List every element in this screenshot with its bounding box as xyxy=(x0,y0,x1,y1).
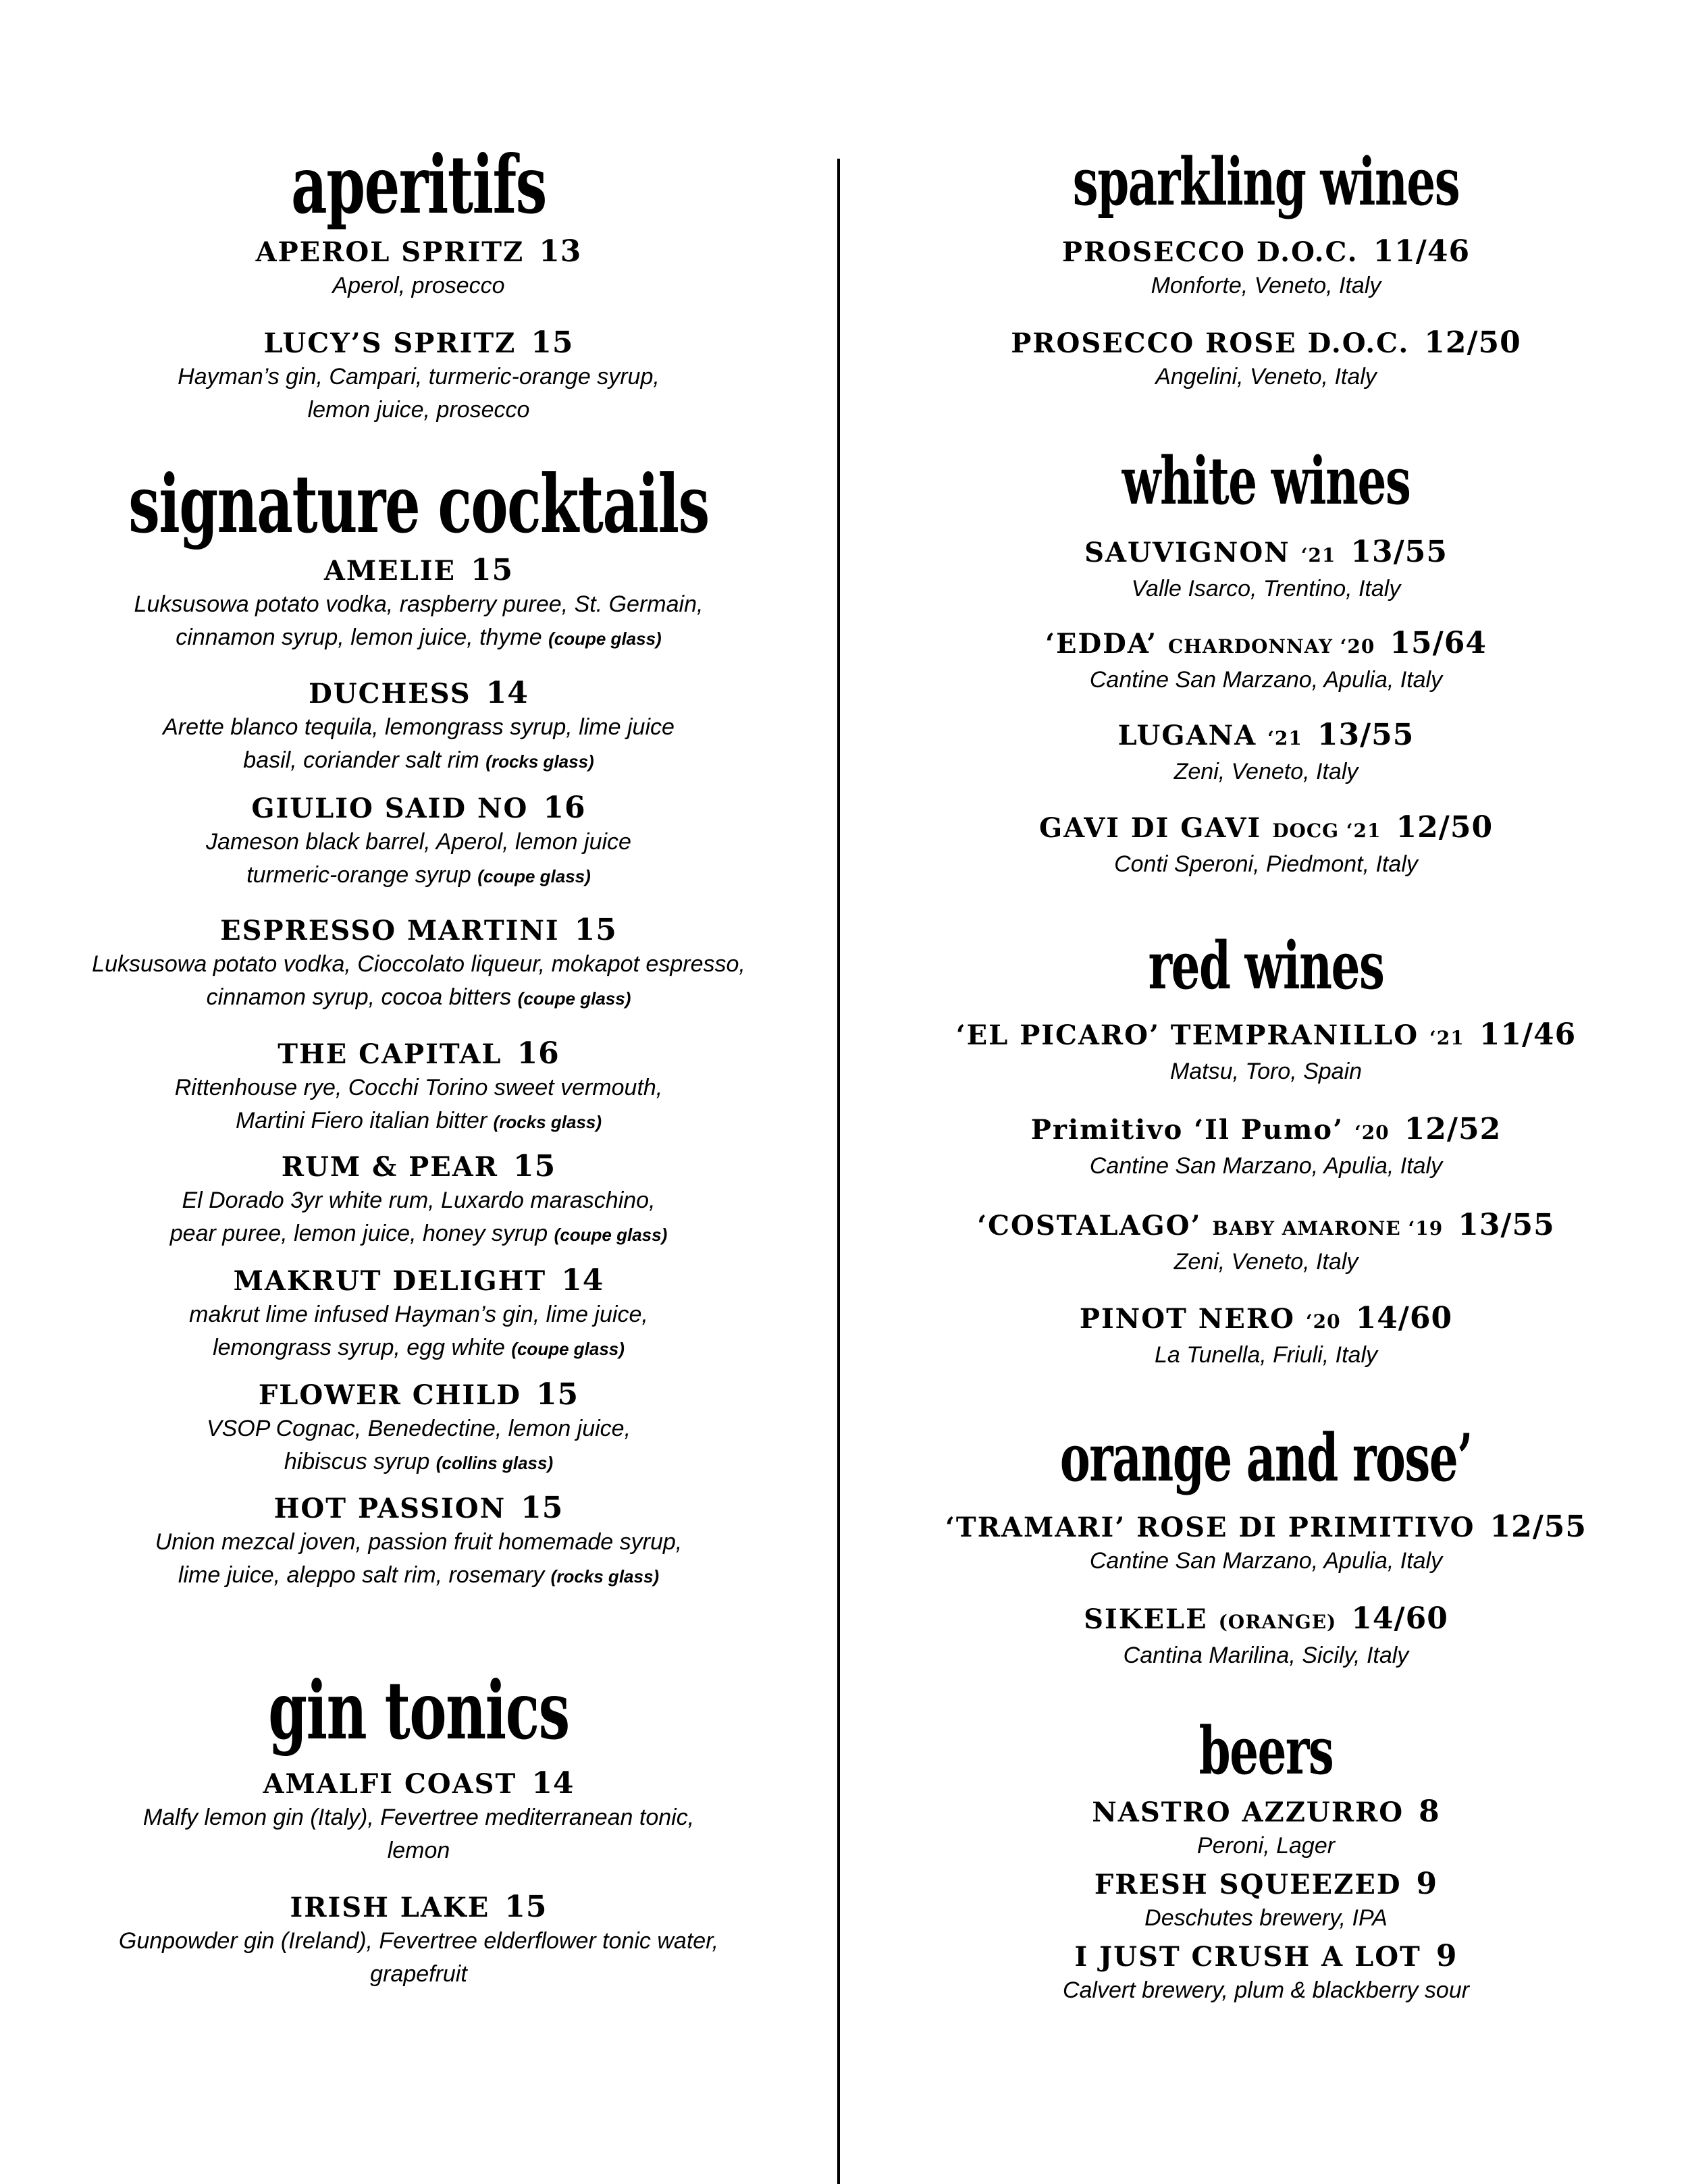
item-glass: (coupe glass) xyxy=(548,629,662,649)
item-desc: hibiscus syrup xyxy=(284,1449,430,1474)
item-name: SAUVIGNON xyxy=(1084,537,1290,568)
item-price: 16 xyxy=(517,1036,560,1071)
item-name: THE CAPITAL xyxy=(278,1038,502,1070)
item-style: (ORANGE) xyxy=(1218,1611,1337,1633)
menu-item xyxy=(844,718,1688,789)
menu-item xyxy=(844,1302,1688,1372)
item-desc: Luksusowa potato vodka, Cioccolato liqueur, mokapot espresso, xyxy=(92,951,745,977)
item-vintage: ‘21 xyxy=(1267,727,1302,749)
item-name: I JUST CRUSH A LOT xyxy=(1074,1941,1421,1973)
item-price: 15 xyxy=(574,913,617,947)
item-name: ‘EDDA’ xyxy=(1045,628,1158,660)
item-desc: Peroni, Lager xyxy=(1196,1833,1336,1859)
menu-item xyxy=(0,1378,837,1480)
item-desc: Rittenhouse rye, Cocchi Torino sweet vermouth, xyxy=(174,1075,663,1100)
item-glass: (coupe glass) xyxy=(517,988,631,1009)
menu-item xyxy=(844,1795,1688,1863)
menu-item xyxy=(844,1510,1688,1578)
item-price: 9 xyxy=(1435,1939,1458,1973)
section-title: orange and rose’ xyxy=(1059,1420,1473,1496)
menu-item xyxy=(0,1037,837,1139)
item-desc: Malfy lemon gin (Italy), Fevertree mediterranean tonic, xyxy=(142,1805,695,1830)
item-desc: basil, coriander salt rim xyxy=(243,747,479,773)
item-price: 15 xyxy=(470,553,514,587)
item-price: 14 xyxy=(531,1766,575,1801)
item-price: 15 xyxy=(504,1890,548,1924)
item-price: 13/55 xyxy=(1350,535,1448,569)
item-desc: Cantina Marilina, Sicily, Italy xyxy=(1123,1643,1409,1668)
menu-item xyxy=(0,326,837,427)
item-name: DUCHESS xyxy=(309,678,471,710)
menu-item xyxy=(844,326,1688,394)
item-name: AMALFI COAST xyxy=(263,1768,517,1800)
item-name: Primitivo ‘Il Pumo’ xyxy=(1030,1114,1344,1146)
item-desc: Matsu, Toro, Spain xyxy=(1169,1059,1363,1084)
item-name: SIKELE xyxy=(1084,1603,1208,1635)
item-glass: (rocks glass) xyxy=(493,1112,602,1132)
item-name: GIULIO SAID NO xyxy=(251,793,529,824)
item-name: NASTRO AZZURRO xyxy=(1092,1796,1404,1828)
item-price: 12/50 xyxy=(1424,325,1521,360)
menu-item xyxy=(0,554,837,656)
item-desc: Deschutes brewery, IPA xyxy=(1144,1905,1388,1931)
menu-item xyxy=(844,535,1688,606)
item-price: 15/64 xyxy=(1390,626,1487,660)
section-title: red wines xyxy=(1148,928,1384,1004)
section-signature-cocktails xyxy=(0,457,837,551)
item-desc: Luksusowa potato vodka, raspberry puree, St. Germain, xyxy=(134,591,704,617)
item-desc: Cantine San Marzano, Apulia, Italy xyxy=(1089,667,1443,693)
item-price: 13 xyxy=(539,234,582,269)
item-name: ‘TRAMARI’ ROSE DI PRIMITIVO xyxy=(945,1512,1475,1543)
item-price: 12/50 xyxy=(1396,810,1494,845)
item-vintage: CHARDONNAY ‘20 xyxy=(1168,635,1375,658)
item-vintage: ‘21 xyxy=(1429,1027,1465,1049)
item-name: FLOWER CHILD xyxy=(258,1379,521,1411)
item-desc: Zeni, Veneto, Italy xyxy=(1173,1249,1359,1275)
item-desc: cinnamon syrup, cocoa bitters xyxy=(206,984,512,1010)
section-title: white wines xyxy=(1122,443,1410,519)
section-title: beers xyxy=(1198,1713,1334,1789)
item-name: FRESH SQUEEZED xyxy=(1094,1869,1402,1900)
menu-item xyxy=(844,1940,1688,2007)
item-desc: grapefruit xyxy=(370,1961,467,1987)
item-price: 13/55 xyxy=(1458,1208,1555,1242)
item-price: 9 xyxy=(1416,1867,1438,1901)
item-desc: lime juice, aleppo salt rim, rosemary xyxy=(178,1562,545,1588)
section-title: signature cocktails xyxy=(128,457,709,551)
item-name: PROSECCO D.O.C. xyxy=(1061,236,1359,268)
item-desc: Arette blanco tequila, lemongrass syrup, lime juice xyxy=(163,714,675,740)
item-price: 14 xyxy=(561,1263,604,1298)
item-price: 12/52 xyxy=(1404,1112,1502,1146)
item-desc: Aperol, prosecco xyxy=(332,273,505,298)
item-vintage: BABY AMARONE ‘19 xyxy=(1212,1217,1444,1240)
item-price: 15 xyxy=(512,1149,556,1183)
item-glass: (rocks glass) xyxy=(550,1566,660,1587)
item-price: 15 xyxy=(521,1491,564,1525)
item-desc: Angelini, Veneto, Italy xyxy=(1155,364,1377,390)
item-name: IRISH LAKE xyxy=(290,1892,490,1923)
item-desc: Cantine San Marzano, Apulia, Italy xyxy=(1089,1548,1443,1574)
item-desc: La Tunella, Friuli, Italy xyxy=(1154,1342,1378,1368)
item-name: PINOT NERO xyxy=(1079,1303,1295,1335)
menu-item xyxy=(0,791,837,893)
section-title: aperitifs xyxy=(291,138,546,232)
item-price: 15 xyxy=(535,1377,579,1412)
item-desc: pear puree, lemon juice, honey syrup xyxy=(169,1221,548,1246)
item-name: PROSECCO ROSE D.O.C. xyxy=(1011,327,1410,359)
menu-item xyxy=(0,913,837,1015)
item-name: HOT PASSION xyxy=(273,1493,506,1524)
item-price: 11/46 xyxy=(1479,1017,1577,1052)
item-desc: lemon juice, prosecco xyxy=(307,397,530,423)
item-desc: Union mezcal joven, passion fruit homemade syrup, xyxy=(155,1529,683,1555)
item-price: 14/60 xyxy=(1351,1601,1448,1636)
item-glass: (coupe glass) xyxy=(554,1225,668,1245)
section-orange-and-rose xyxy=(844,1420,1688,1496)
item-glass: (rocks glass) xyxy=(485,751,594,772)
menu-item xyxy=(0,235,837,302)
item-desc: Martini Fiero italian bitter xyxy=(235,1108,487,1134)
item-price: 15 xyxy=(531,325,574,360)
item-desc: Jameson black barrel, Aperol, lemon juice xyxy=(206,829,631,855)
item-vintage: ‘21 xyxy=(1300,544,1336,566)
item-name: GAVI DI GAVI xyxy=(1038,812,1262,844)
section-title: gin tonics xyxy=(268,1663,569,1757)
item-desc: El Dorado 3yr white rum, Luxardo maraschino, xyxy=(182,1188,656,1213)
menu-item xyxy=(0,1767,837,1867)
menu-item xyxy=(844,1867,1688,1935)
item-glass: (coupe glass) xyxy=(477,866,591,886)
item-name: LUCY’S SPRITZ xyxy=(263,327,517,359)
section-gin-tonics xyxy=(0,1663,837,1757)
item-name: LUGANA xyxy=(1117,720,1257,751)
menu-item xyxy=(0,1264,837,1366)
item-price: 8 xyxy=(1419,1794,1440,1829)
item-vintage: ‘20 xyxy=(1305,1310,1341,1333)
item-glass: (collins glass) xyxy=(436,1453,554,1473)
menu-item xyxy=(844,1018,1688,1088)
item-price: 11/46 xyxy=(1373,234,1471,269)
item-price: 16 xyxy=(543,791,586,825)
item-name: AMELIE xyxy=(323,555,456,587)
section-sparkling-wines xyxy=(844,144,1688,220)
section-title: sparkling wines xyxy=(1072,144,1460,220)
item-name: ‘EL PICARO’ TEMPRANILLO xyxy=(955,1019,1419,1051)
item-desc: lemon xyxy=(387,1838,450,1863)
menu-item xyxy=(844,1602,1688,1672)
item-desc: VSOP Cognac, Benedectine, lemon juice, xyxy=(206,1416,631,1441)
menu-item xyxy=(844,811,1688,881)
item-vintage: DOCG ‘21 xyxy=(1272,820,1381,842)
item-desc: Hayman’s gin, Campari, turmeric-orange syrup, xyxy=(178,364,660,390)
section-white-wines xyxy=(844,443,1688,519)
item-desc: Cantine San Marzano, Apulia, Italy xyxy=(1089,1153,1443,1179)
menu-item xyxy=(0,676,837,778)
menu-item xyxy=(0,1890,837,1991)
item-price: 14/60 xyxy=(1355,1301,1453,1335)
item-name: ESPRESSO MARTINI xyxy=(220,915,560,947)
item-price: 14 xyxy=(485,676,529,710)
menu-item xyxy=(844,235,1688,302)
item-desc: Monforte, Veneto, Italy xyxy=(1151,273,1381,298)
item-name: ‘COSTALAGO’ xyxy=(977,1210,1202,1242)
section-beers xyxy=(844,1713,1688,1789)
item-desc: Gunpowder gin (Ireland), Fevertree elderflower tonic water, xyxy=(118,1928,719,1954)
column-divider xyxy=(837,159,840,2184)
section-aperitifs xyxy=(0,138,837,232)
section-red-wines xyxy=(844,928,1688,1004)
menu-item xyxy=(0,1491,837,1593)
item-name: APEROL SPRITZ xyxy=(255,236,525,268)
menu-item xyxy=(844,1208,1688,1279)
item-desc: cinnamon syrup, lemon juice, thyme xyxy=(176,624,542,650)
menu-item xyxy=(844,1113,1688,1183)
menu-item xyxy=(0,1150,837,1252)
menu-item xyxy=(844,627,1688,697)
item-desc: turmeric-orange syrup xyxy=(246,862,471,888)
item-desc: Calvert brewery, plum & blackberry sour xyxy=(1062,1977,1470,2003)
item-price: 12/55 xyxy=(1489,1510,1587,1544)
item-desc: lemongrass syrup, egg white xyxy=(213,1335,505,1360)
item-desc: Zeni, Veneto, Italy xyxy=(1173,759,1359,784)
item-name: RUM & PEAR xyxy=(281,1151,498,1183)
item-desc: makrut lime infused Hayman’s gin, lime juice, xyxy=(189,1302,648,1327)
item-desc: Conti Speroni, Piedmont, Italy xyxy=(1114,851,1418,877)
item-desc: Valle Isarco, Trentino, Italy xyxy=(1131,576,1401,602)
item-name: MAKRUT DELIGHT xyxy=(233,1265,547,1297)
item-price: 13/55 xyxy=(1317,718,1415,752)
item-vintage: ‘20 xyxy=(1354,1121,1390,1144)
item-glass: (coupe glass) xyxy=(511,1339,625,1359)
